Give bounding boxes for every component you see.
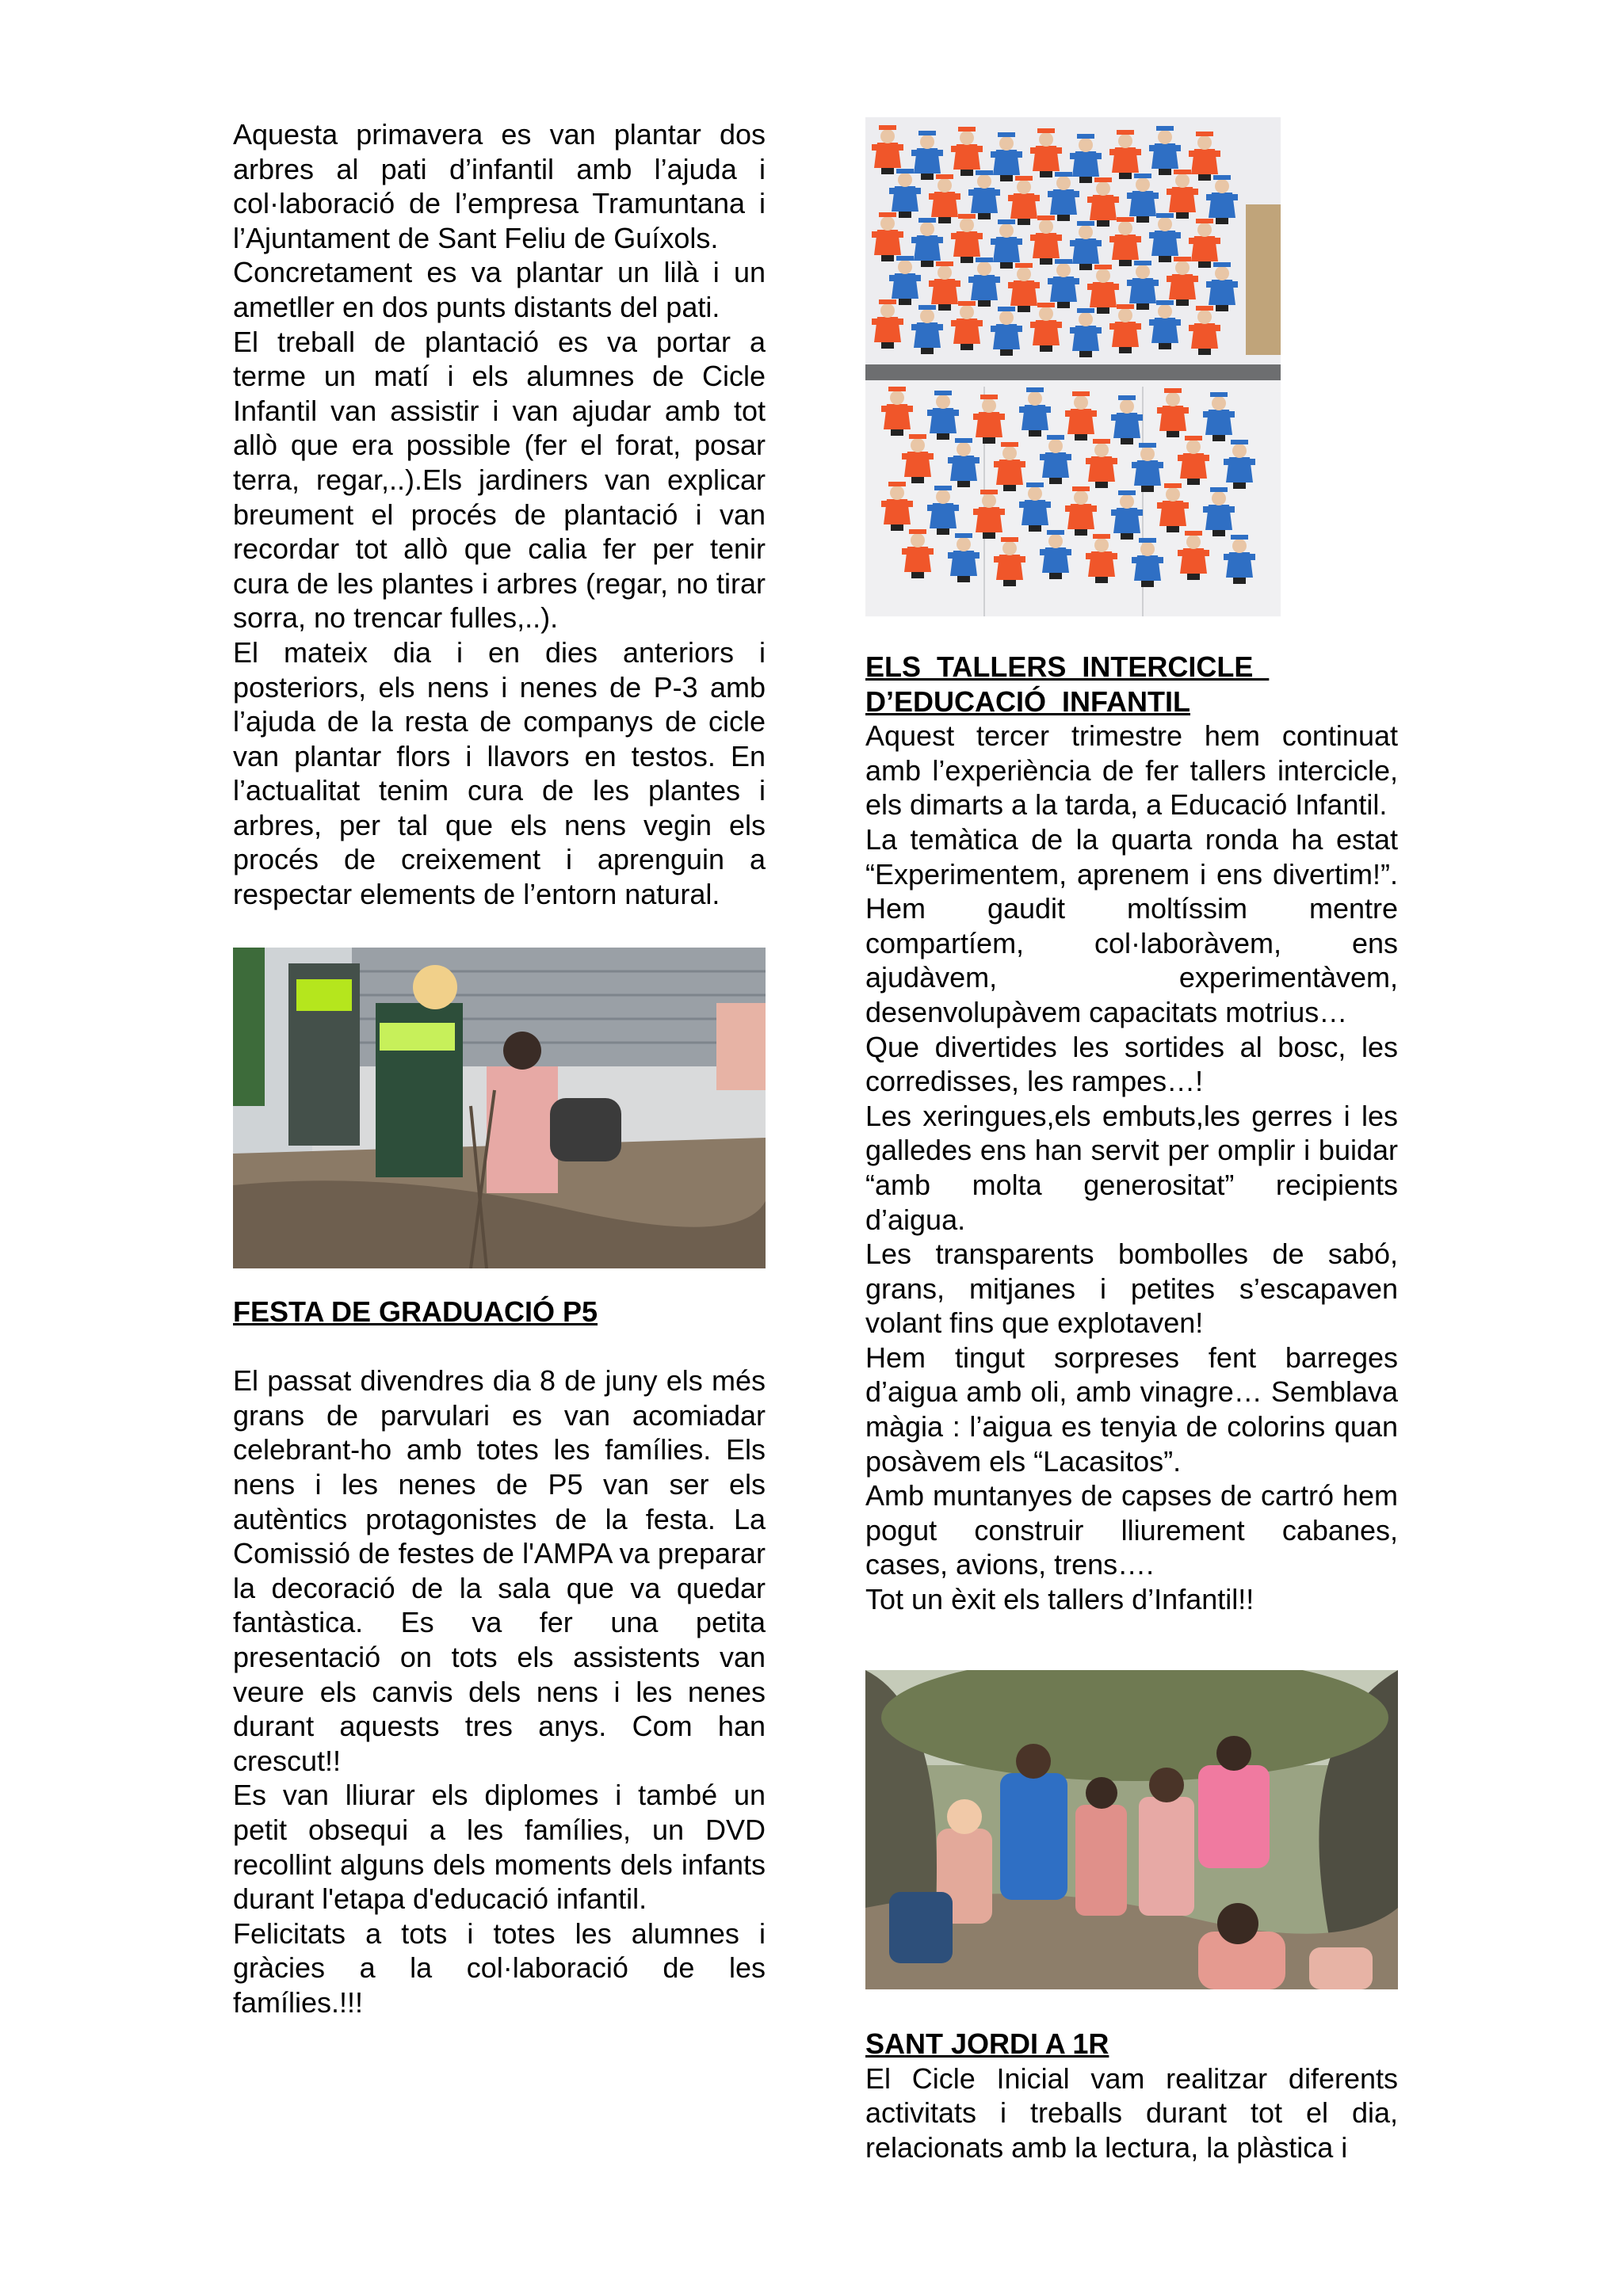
intro-paragraph-1: Aquesta primavera es van plantar dos arbres al pati d’infantil amb l’ajuda i col·laboració de l’empresa Tramuntana i l’Ajuntament de Sant Feliu de Guíxols.	[233, 118, 766, 254]
graduation-paragraph-1: El passat divendres dia 8 de juny els més grans de parvulari es van acomiadar celebrant-ho amb totes les famílies. Els nens i les nenes de P5 van ser els autèntics protagonistes de la festa. La Comissió de festes de l'AMPA va preparar la decoració de la sala que va quedar fantàstica. Es va fer una petita presentació on tots els assistents van veure els canvis dels nens i les nenes durant aquests tres anys. Com han crescut!!	[233, 1364, 766, 1777]
graduation-paragraph-3: Felicitats a tots i totes les alumnes i gràcies a la col·laboració de les famílies.!!!	[233, 1917, 766, 2019]
workshops-paragraph-5: Les transparents bombolles de sabó, grans, mitjanes i petites s’escapaven volant fins que explotaven!	[865, 1238, 1398, 1340]
workshops-heading-line-1: ELS TALLERS INTERCICLE	[865, 650, 1270, 683]
sant-jordi-paragraph: El Cicle Inicial vam realitzar diferents activitats i treballs durant tot el dia, relacionats amb la lectura, la plàstica i	[865, 2061, 1398, 2164]
graduation-heading: FESTA DE GRADUACIÓ P5	[233, 1295, 598, 1328]
left-column	[233, 117, 766, 912]
sant-jordi-section	[865, 2027, 1398, 2164]
graduation-paragraph-2: Es van lliurar els diplomes i també un petit obsequi a les famílies, un DVD recollint alguns dels moments dels infants durant l'etapa d'educació infantil.	[233, 1779, 766, 1916]
workshops-paragraph-4: Les xeringues,els embuts,les gerres i les galledes ens han servit per omplir i buidar “amb molta generositat” recipients d’aigua.	[865, 1099, 1398, 1236]
workshops-paragraph-3: Que divertides les sortides al bosc, les corredisses, les rampes…!	[865, 1030, 1398, 1098]
forest-workshop-photo	[865, 1670, 1398, 1989]
intro-paragraph-3: El treball de plantació es va portar a terme un matí i els alumnes de Cicle Infantil van assistir i van ajudar amb tot allò que era possible (fer el forat, posar terra, regar,..).Els jardiners van explicar breument el procés de plantació i van recordar tot allò que calia fer per tenir cura de les plantes i arbres (regar, no tirar sorra, no trencar fulles,..).	[233, 325, 766, 635]
intro-paragraph-4: El mateix dia i en dies anteriors i posteriors, els nens i nenes de P-3 amb l’ajuda de la resta de companys de cicle van plantar flors i llavors en testos. En l’actualitat tenim cura de les plantes i arbres, per tal que els nens vegin els procés de creixement i aprenguin a respectar elements de l’entorn natural.	[233, 635, 766, 911]
workshops-paragraph-2: La temàtica de la quarta ronda ha estat “Experimentem, aprenem i ens divertim!”. Hem gaudit moltíssim mentre compartíem, col·laboràvem, ens ajudàvem, experimentàvem, desenvolupàvem capacitats motrius…	[865, 822, 1398, 1028]
tree-planting-photo	[233, 948, 766, 1268]
sant-jordi-heading: SANT JORDI A 1R	[865, 2027, 1109, 2060]
workshops-paragraph-6: Hem tingut sorpreses fent barreges d’aigua amb oli, amb vinagre… Semblava màgia : l’aigua es tenyia de colorins quan posàvem els “Lacasitos”.	[865, 1341, 1398, 1478]
graduation-decoration-photo	[865, 117, 1281, 616]
workshops-heading-line-2: D’EDUCACIÓ INFANTIL	[865, 685, 1190, 718]
workshops-paragraph-8: Tot un èxit els tallers d’Infantil!!	[865, 1583, 1254, 1616]
intro-paragraph-2: Concretament es va plantar un lilà i un ametller en dos punts distants del pati.	[233, 256, 766, 323]
workshops-paragraph-7: Amb muntanyes de capses de cartró hem pogut construir lliurement cabanes, cases, avions, trens….	[865, 1479, 1398, 1581]
workshops-section	[865, 650, 1398, 1617]
workshops-paragraph-1: Aquest tercer trimestre hem continuat amb l’experiència de fer tallers intercicle, els dimarts a la tarda, a Educació Infantil.	[865, 719, 1398, 822]
graduation-section	[233, 1295, 766, 2019]
